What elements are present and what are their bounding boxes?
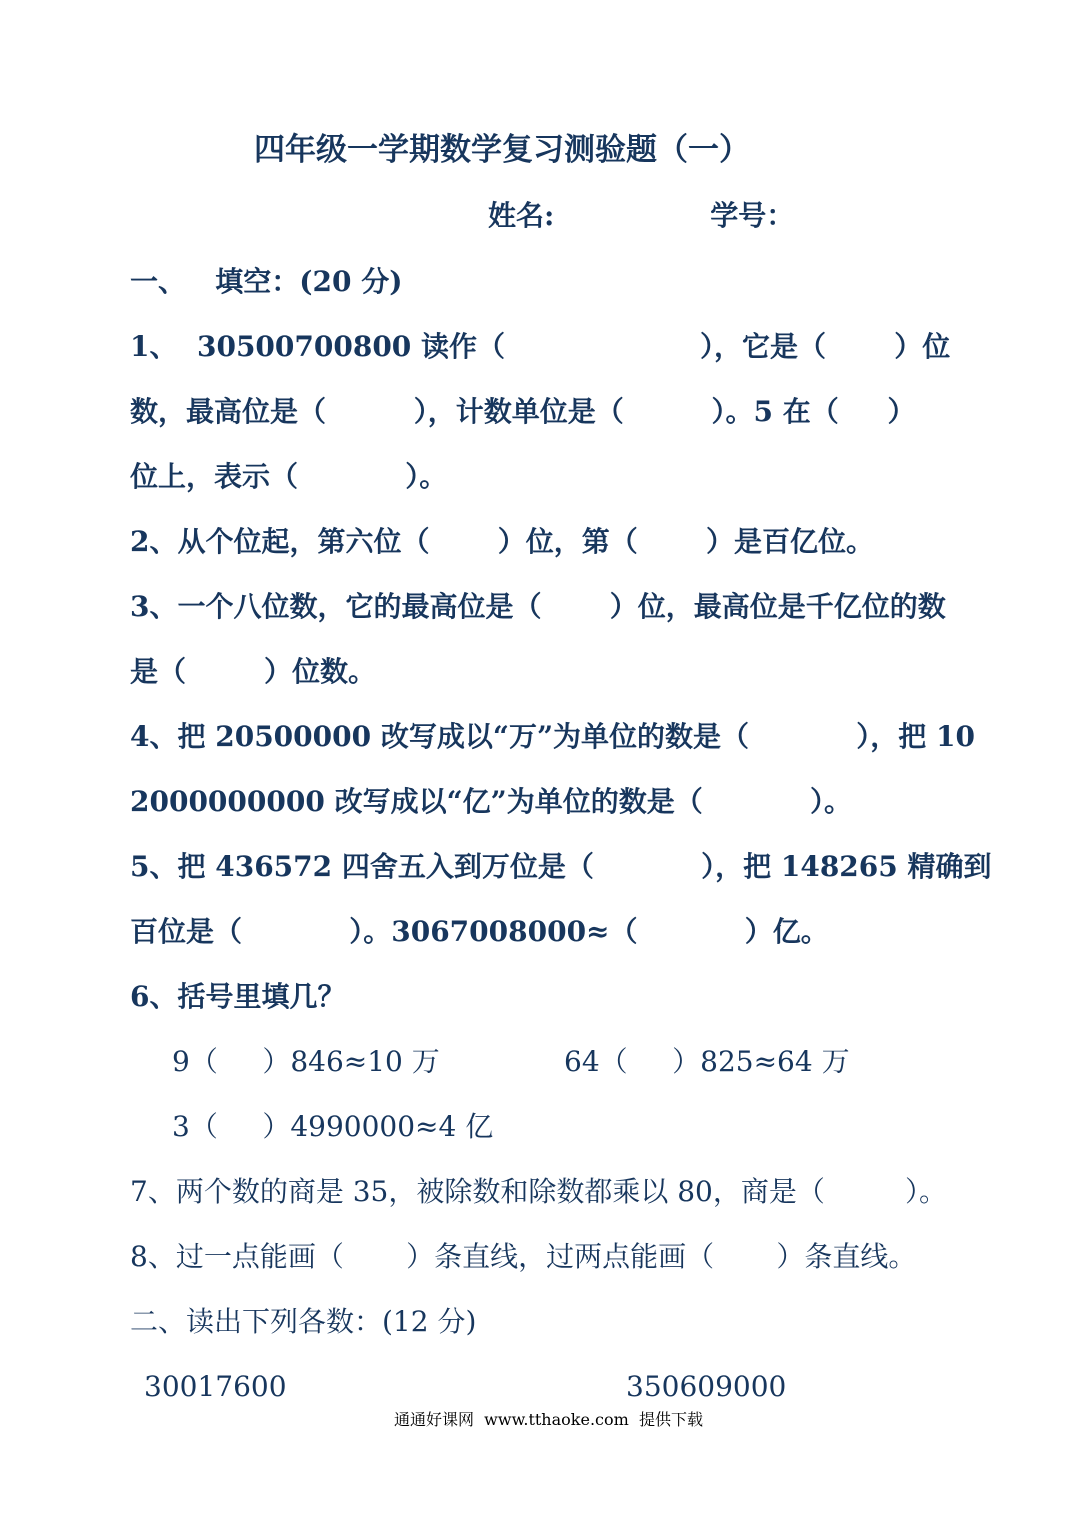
- q1-line3: 位上，表示（ ）。: [130, 460, 448, 493]
- q1-line2: 数，最高位是（ ），计数单位是（ ）。5 在（ ）: [130, 395, 916, 428]
- q5-line2: 百位是（ ）。3067008000≈（ ）亿。: [130, 915, 829, 948]
- read-number-2: 350609000: [626, 1370, 787, 1403]
- q1-line1: 1、 30500700800 读作（ ），它是（ ）位: [130, 330, 951, 363]
- q3-line1: 3、一个八位数，它的最高位是（ ）位，最高位是千亿位的数: [130, 590, 946, 623]
- q5-line1: 5、把 436572 四舍五入到万位是（ ），把 148265 精确到: [130, 850, 992, 883]
- q6-item-2: 64（ ）825≈64 万: [564, 1045, 850, 1078]
- q4-line2: 2000000000 改写成以“亿”为单位的数是（ ）。: [130, 785, 853, 818]
- read-number-1: 30017600: [144, 1370, 287, 1403]
- q4-line1: 4、把 20500000 改写成以“万”为单位的数是（ ），把 10: [130, 720, 975, 753]
- section2-heading: 二、读出下列各数：(12 分): [130, 1305, 477, 1338]
- q8: 8、过一点能画（ ）条直线，过两点能画（ ）条直线。: [130, 1240, 917, 1273]
- page-title: 四年级一学期数学复习测验题（一）: [254, 132, 750, 168]
- section1-heading: 一、 填空：(20 分): [130, 265, 403, 298]
- q7: 7、两个数的商是 35，被除数和除数都乘以 80，商是（ ）。: [130, 1175, 947, 1208]
- q2: 2、从个位起，第六位（ ）位，第（ ）是百亿位。: [130, 525, 874, 558]
- q3-line2: 是（ ）位数。: [130, 655, 376, 688]
- q6-heading: 6、括号里填几？: [130, 980, 346, 1013]
- footer-credit: 通通好课网 www.tthaoke.com 提供下载: [394, 1410, 703, 1429]
- q6-item-1: 9（ ）846≈10 万: [172, 1045, 440, 1078]
- name-number-line: 姓名: 学号：: [488, 199, 795, 232]
- q6-item-3: 3（ ）4990000≈4 亿: [172, 1110, 494, 1143]
